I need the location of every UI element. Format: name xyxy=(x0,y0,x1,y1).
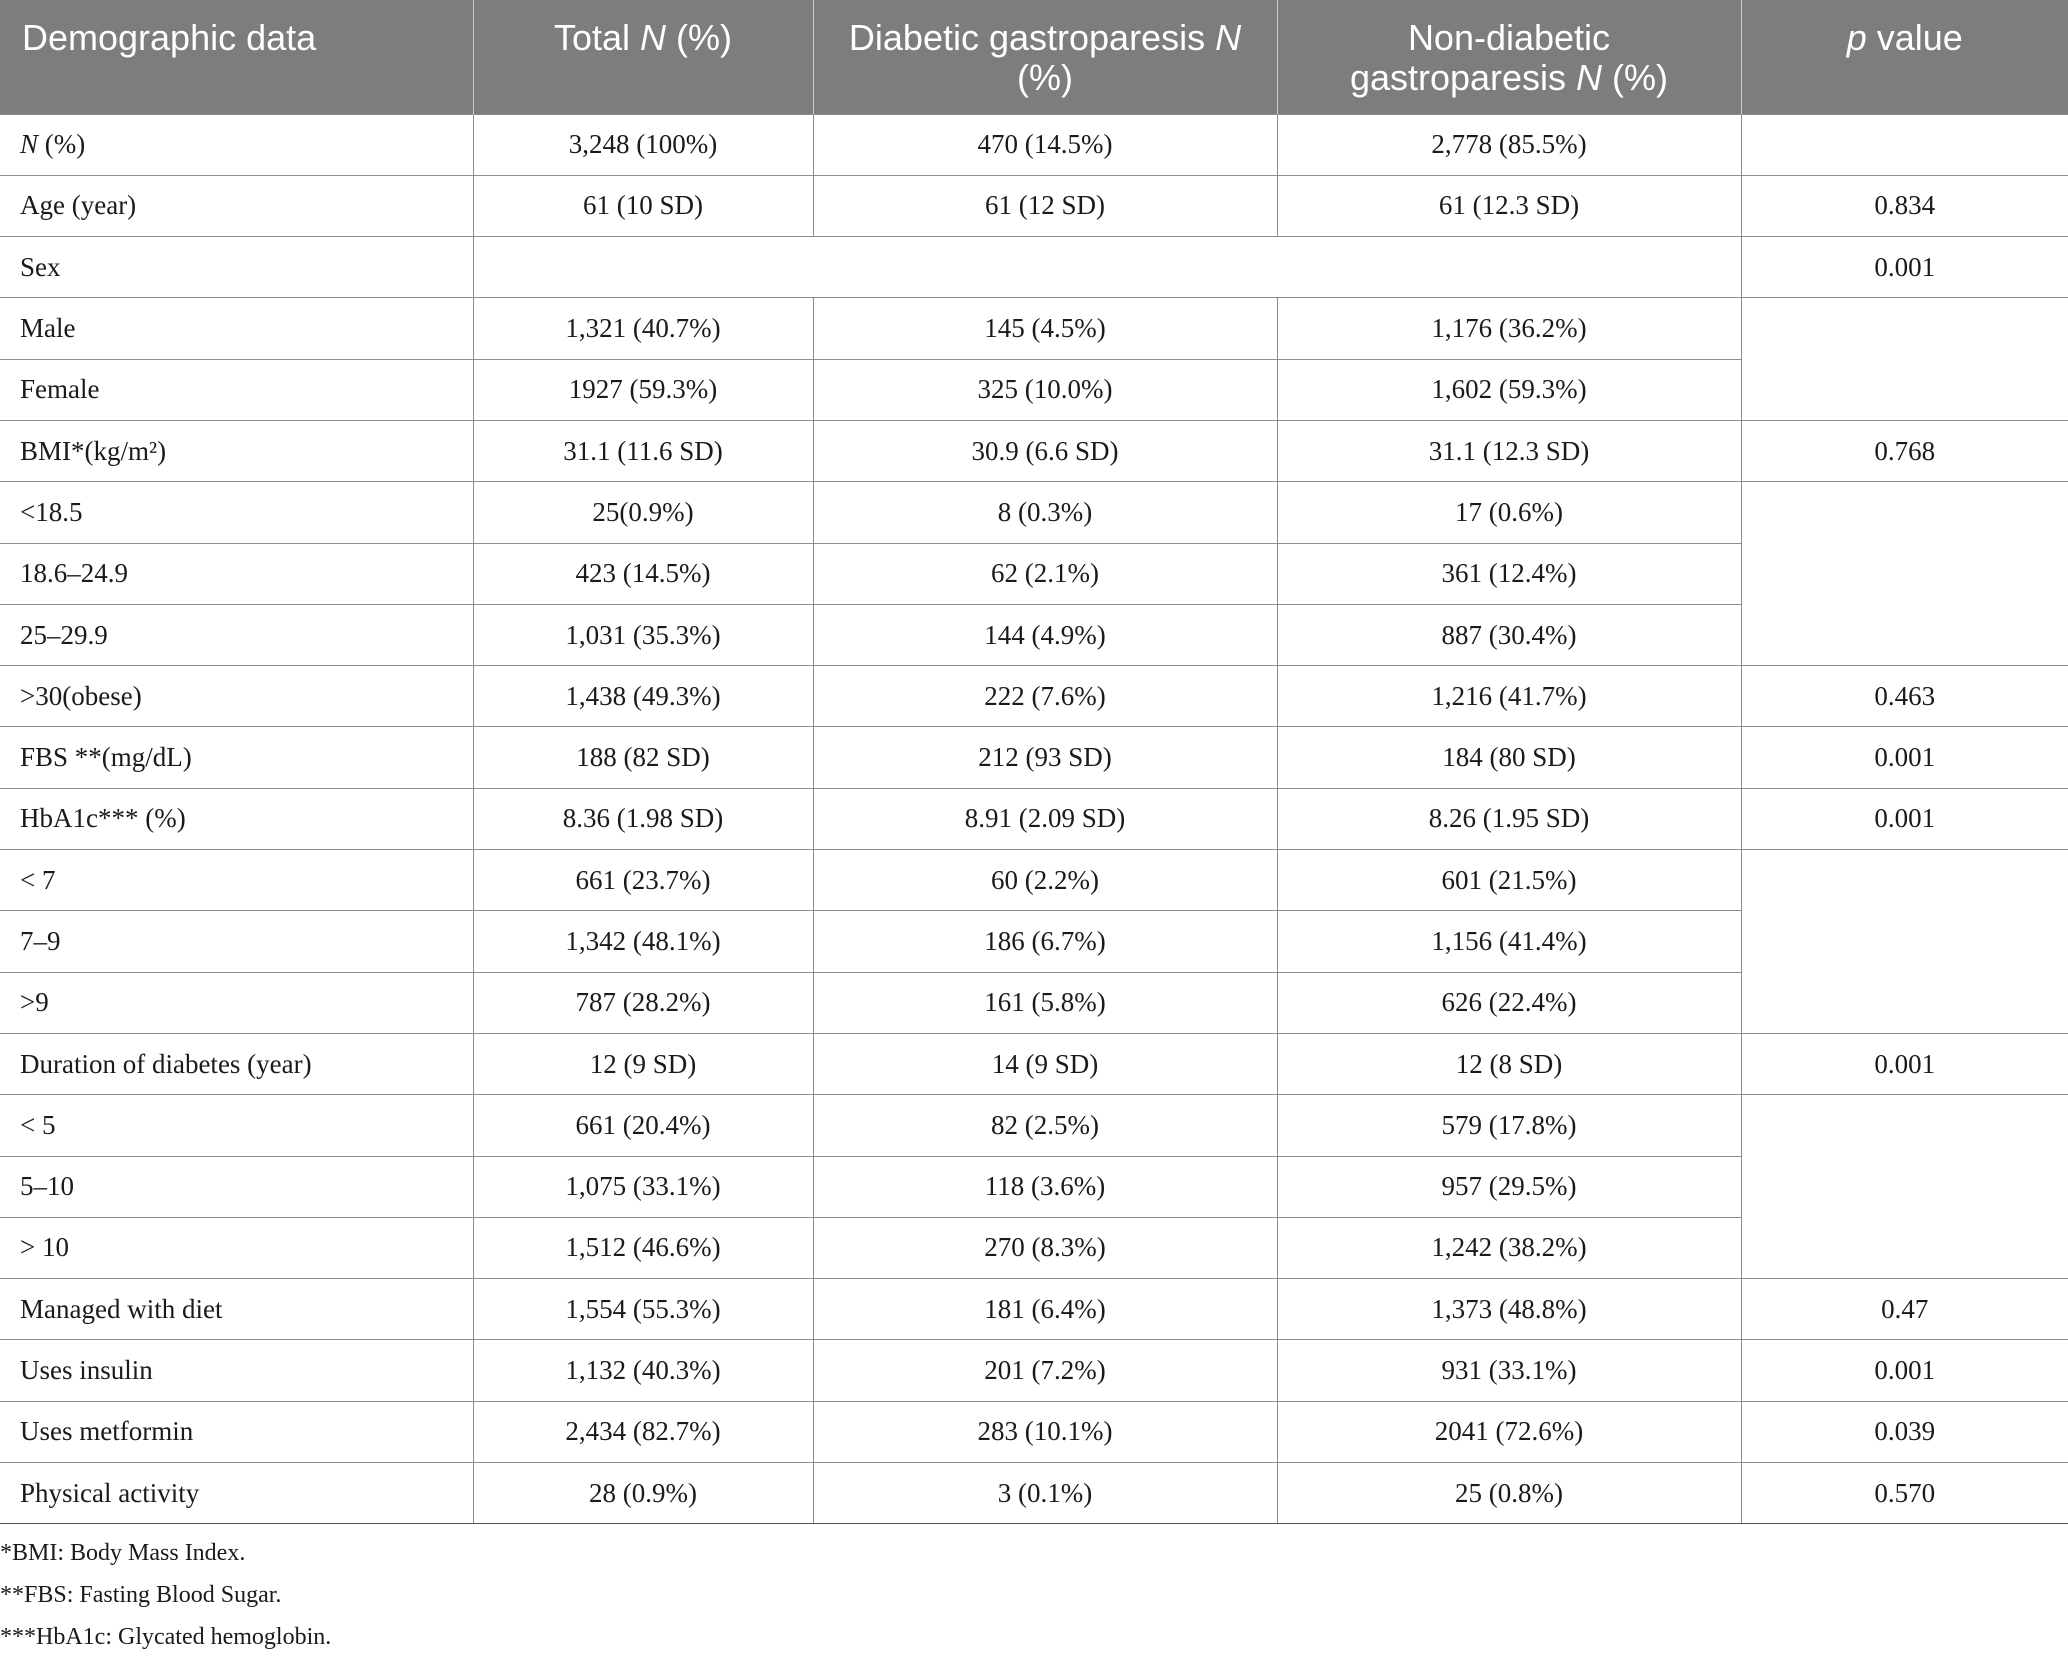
cell-diabetic: 60 (2.2%) xyxy=(813,850,1277,911)
header-total-n: N xyxy=(640,17,667,58)
table-row xyxy=(0,175,2068,236)
footnote-bmi: *BMI: Body Mass Index. xyxy=(0,1540,246,1566)
header-demographic-data xyxy=(0,0,473,114)
cell-total: 3,248 (100%) xyxy=(473,114,813,175)
cell-p-value-empty xyxy=(1741,604,2068,665)
cell-p-value: 0.001 xyxy=(1741,788,2068,849)
row-label: HbA1c*** (%) xyxy=(0,788,473,849)
table-row xyxy=(0,1401,2068,1462)
row-label: Age (year) xyxy=(0,175,473,236)
row-label: <18.5 xyxy=(0,482,473,543)
table-row xyxy=(0,1463,2068,1524)
cell-diabetic: 62 (2.1%) xyxy=(813,543,1277,604)
row-label xyxy=(0,114,473,175)
row-label: BMI*(kg/m²) xyxy=(0,420,473,481)
header-diabetic-suffix: (%) xyxy=(1017,57,1073,98)
header-total xyxy=(473,0,813,114)
cell-p-value-empty xyxy=(1741,1156,2068,1217)
cell-total: 661 (23.7%) xyxy=(473,850,813,911)
cell-total: 1,132 (40.3%) xyxy=(473,1340,813,1401)
table-row xyxy=(0,1033,2068,1094)
table-row xyxy=(0,114,2068,175)
cell-p-value-empty xyxy=(1741,850,2068,911)
cell-non-diabetic: 361 (12.4%) xyxy=(1277,543,1741,604)
cell-total: 1,512 (46.6%) xyxy=(473,1217,813,1278)
cell-diabetic: 201 (7.2%) xyxy=(813,1340,1277,1401)
header-non-diabetic-suffix: (%) xyxy=(1602,57,1669,98)
table-row xyxy=(0,543,2068,604)
cell-non-diabetic: 2041 (72.6%) xyxy=(1277,1401,1741,1462)
cell-diabetic: 222 (7.6%) xyxy=(813,666,1277,727)
table-row xyxy=(0,911,2068,972)
footnote-fbs: **FBS: Fasting Blood Sugar. xyxy=(0,1582,282,1608)
table-row xyxy=(0,604,2068,665)
cell-total: 1,031 (35.3%) xyxy=(473,604,813,665)
cell-total: 8.36 (1.98 SD) xyxy=(473,788,813,849)
table-row xyxy=(0,1217,2068,1278)
cell-non-diabetic: 957 (29.5%) xyxy=(1277,1156,1741,1217)
cell-p-value: 0.039 xyxy=(1741,1401,2068,1462)
cell-total: 1927 (59.3%) xyxy=(473,359,813,420)
table-row xyxy=(0,1340,2068,1401)
cell-total: 1,321 (40.7%) xyxy=(473,298,813,359)
cell-p-value: 0.001 xyxy=(1741,237,2068,298)
cell-diabetic: 161 (5.8%) xyxy=(813,972,1277,1033)
cell-non-diabetic: 931 (33.1%) xyxy=(1277,1340,1741,1401)
header-total-suffix: (%) xyxy=(666,17,733,58)
header-demographic-data-label: Demographic data xyxy=(22,17,317,58)
cell-total: 25(0.9%) xyxy=(473,482,813,543)
table-row xyxy=(0,237,2068,298)
cell-total: 31.1 (11.6 SD) xyxy=(473,420,813,481)
cell-empty-span xyxy=(473,237,1741,298)
row-label: Female xyxy=(0,359,473,420)
header-p-value xyxy=(1741,0,2068,114)
header-diabetic xyxy=(813,0,1277,114)
cell-total: 188 (82 SD) xyxy=(473,727,813,788)
cell-p-value-empty xyxy=(1741,1217,2068,1278)
cell-total: 1,438 (49.3%) xyxy=(473,666,813,727)
cell-diabetic: 270 (8.3%) xyxy=(813,1217,1277,1278)
row-label: Male xyxy=(0,298,473,359)
cell-non-diabetic: 17 (0.6%) xyxy=(1277,482,1741,543)
row-label: 25–29.9 xyxy=(0,604,473,665)
cell-total: 787 (28.2%) xyxy=(473,972,813,1033)
row-label: < 7 xyxy=(0,850,473,911)
cell-diabetic: 470 (14.5%) xyxy=(813,114,1277,175)
cell-p-value: 0.001 xyxy=(1741,1033,2068,1094)
table-row xyxy=(0,1095,2068,1156)
cell-diabetic: 14 (9 SD) xyxy=(813,1033,1277,1094)
cell-non-diabetic: 2,778 (85.5%) xyxy=(1277,114,1741,175)
table-header xyxy=(0,0,2068,114)
row-label: Uses insulin xyxy=(0,1340,473,1401)
cell-total: 423 (14.5%) xyxy=(473,543,813,604)
cell-total: 2,434 (82.7%) xyxy=(473,1401,813,1462)
header-p-italic: p xyxy=(1846,17,1867,58)
header-non-diabetic-n: N xyxy=(1576,57,1603,98)
cell-total: 661 (20.4%) xyxy=(473,1095,813,1156)
cell-diabetic: 186 (6.7%) xyxy=(813,911,1277,972)
cell-non-diabetic: 626 (22.4%) xyxy=(1277,972,1741,1033)
row-label: Duration of diabetes (year) xyxy=(0,1033,473,1094)
cell-p-value-empty xyxy=(1741,972,2068,1033)
row-label: Sex xyxy=(0,237,473,298)
cell-p-value xyxy=(1741,114,2068,175)
table-row xyxy=(0,1279,2068,1340)
row-label: Managed with diet xyxy=(0,1279,473,1340)
cell-p-value-empty xyxy=(1741,911,2068,972)
row-label: Uses metformin xyxy=(0,1401,473,1462)
table-row xyxy=(0,420,2068,481)
cell-non-diabetic: 61 (12.3 SD) xyxy=(1277,175,1741,236)
cell-non-diabetic: 1,242 (38.2%) xyxy=(1277,1217,1741,1278)
table-row xyxy=(0,727,2068,788)
cell-p-value-empty xyxy=(1741,543,2068,604)
row-label: FBS **(mg/dL) xyxy=(0,727,473,788)
cell-diabetic: 30.9 (6.6 SD) xyxy=(813,420,1277,481)
footnote-hba1c: ***HbA1c: Glycated hemoglobin. xyxy=(0,1624,332,1650)
table-row xyxy=(0,482,2068,543)
cell-non-diabetic: 1,156 (41.4%) xyxy=(1277,911,1741,972)
cell-p-value: 0.001 xyxy=(1741,1340,2068,1401)
cell-non-diabetic: 25 (0.8%) xyxy=(1277,1463,1741,1524)
cell-diabetic: 144 (4.9%) xyxy=(813,604,1277,665)
cell-diabetic: 8 (0.3%) xyxy=(813,482,1277,543)
header-non-diabetic-text: Non-diabetic gastroparesis xyxy=(1349,17,1611,98)
table-body xyxy=(0,114,2068,1524)
cell-diabetic: 82 (2.5%) xyxy=(813,1095,1277,1156)
table-row xyxy=(0,850,2068,911)
cell-non-diabetic: 887 (30.4%) xyxy=(1277,604,1741,665)
row-label: >30(obese) xyxy=(0,666,473,727)
table-row xyxy=(0,298,2068,359)
cell-diabetic: 8.91 (2.09 SD) xyxy=(813,788,1277,849)
cell-p-value: 0.463 xyxy=(1741,666,2068,727)
table-row xyxy=(0,972,2068,1033)
cell-diabetic: 283 (10.1%) xyxy=(813,1401,1277,1462)
cell-diabetic: 3 (0.1%) xyxy=(813,1463,1277,1524)
row-label-text: (%) xyxy=(38,129,86,160)
row-label: < 5 xyxy=(0,1095,473,1156)
cell-diabetic: 118 (3.6%) xyxy=(813,1156,1277,1217)
cell-non-diabetic: 1,373 (48.8%) xyxy=(1277,1279,1741,1340)
cell-non-diabetic: 31.1 (12.3 SD) xyxy=(1277,420,1741,481)
cell-total: 1,554 (55.3%) xyxy=(473,1279,813,1340)
cell-non-diabetic: 1,176 (36.2%) xyxy=(1277,298,1741,359)
cell-p-value: 0.834 xyxy=(1741,175,2068,236)
row-label: 5–10 xyxy=(0,1156,473,1217)
cell-p-value: 0.001 xyxy=(1741,727,2068,788)
cell-diabetic: 61 (12 SD) xyxy=(813,175,1277,236)
cell-diabetic: 325 (10.0%) xyxy=(813,359,1277,420)
header-row xyxy=(0,0,2068,114)
row-label: 7–9 xyxy=(0,911,473,972)
header-diabetic-text: Diabetic gastroparesis xyxy=(848,17,1216,58)
cell-p-value-empty xyxy=(1741,359,2068,420)
row-label: 18.6–24.9 xyxy=(0,543,473,604)
cell-diabetic: 145 (4.5%) xyxy=(813,298,1277,359)
row-label: >9 xyxy=(0,972,473,1033)
cell-non-diabetic: 12 (8 SD) xyxy=(1277,1033,1741,1094)
cell-total: 61 (10 SD) xyxy=(473,175,813,236)
cell-p-value-empty xyxy=(1741,298,2068,359)
row-label: Physical activity xyxy=(0,1463,473,1524)
cell-total: 1,075 (33.1%) xyxy=(473,1156,813,1217)
cell-non-diabetic: 184 (80 SD) xyxy=(1277,727,1741,788)
cell-total: 28 (0.9%) xyxy=(473,1463,813,1524)
header-diabetic-n: N xyxy=(1215,17,1242,58)
cell-p-value: 0.570 xyxy=(1741,1463,2068,1524)
header-total-text: Total xyxy=(553,17,641,58)
cell-non-diabetic: 8.26 (1.95 SD) xyxy=(1277,788,1741,849)
cell-diabetic: 181 (6.4%) xyxy=(813,1279,1277,1340)
cell-total: 1,342 (48.1%) xyxy=(473,911,813,972)
cell-p-value: 0.768 xyxy=(1741,420,2068,481)
table-row xyxy=(0,666,2068,727)
header-non-diabetic xyxy=(1277,0,1741,114)
header-p-suffix: value xyxy=(1866,17,1963,58)
row-label-italic: N xyxy=(20,129,39,160)
cell-diabetic: 212 (93 SD) xyxy=(813,727,1277,788)
table-row xyxy=(0,1156,2068,1217)
cell-p-value-empty xyxy=(1741,482,2068,543)
cell-p-value: 0.47 xyxy=(1741,1279,2068,1340)
table-row xyxy=(0,359,2068,420)
row-label: > 10 xyxy=(0,1217,473,1278)
cell-non-diabetic: 1,602 (59.3%) xyxy=(1277,359,1741,420)
cell-non-diabetic: 1,216 (41.7%) xyxy=(1277,666,1741,727)
cell-non-diabetic: 601 (21.5%) xyxy=(1277,850,1741,911)
cell-non-diabetic: 579 (17.8%) xyxy=(1277,1095,1741,1156)
cell-total: 12 (9 SD) xyxy=(473,1033,813,1094)
table-footnotes xyxy=(0,1532,331,1658)
cell-p-value-empty xyxy=(1741,1095,2068,1156)
table-row xyxy=(0,788,2068,849)
